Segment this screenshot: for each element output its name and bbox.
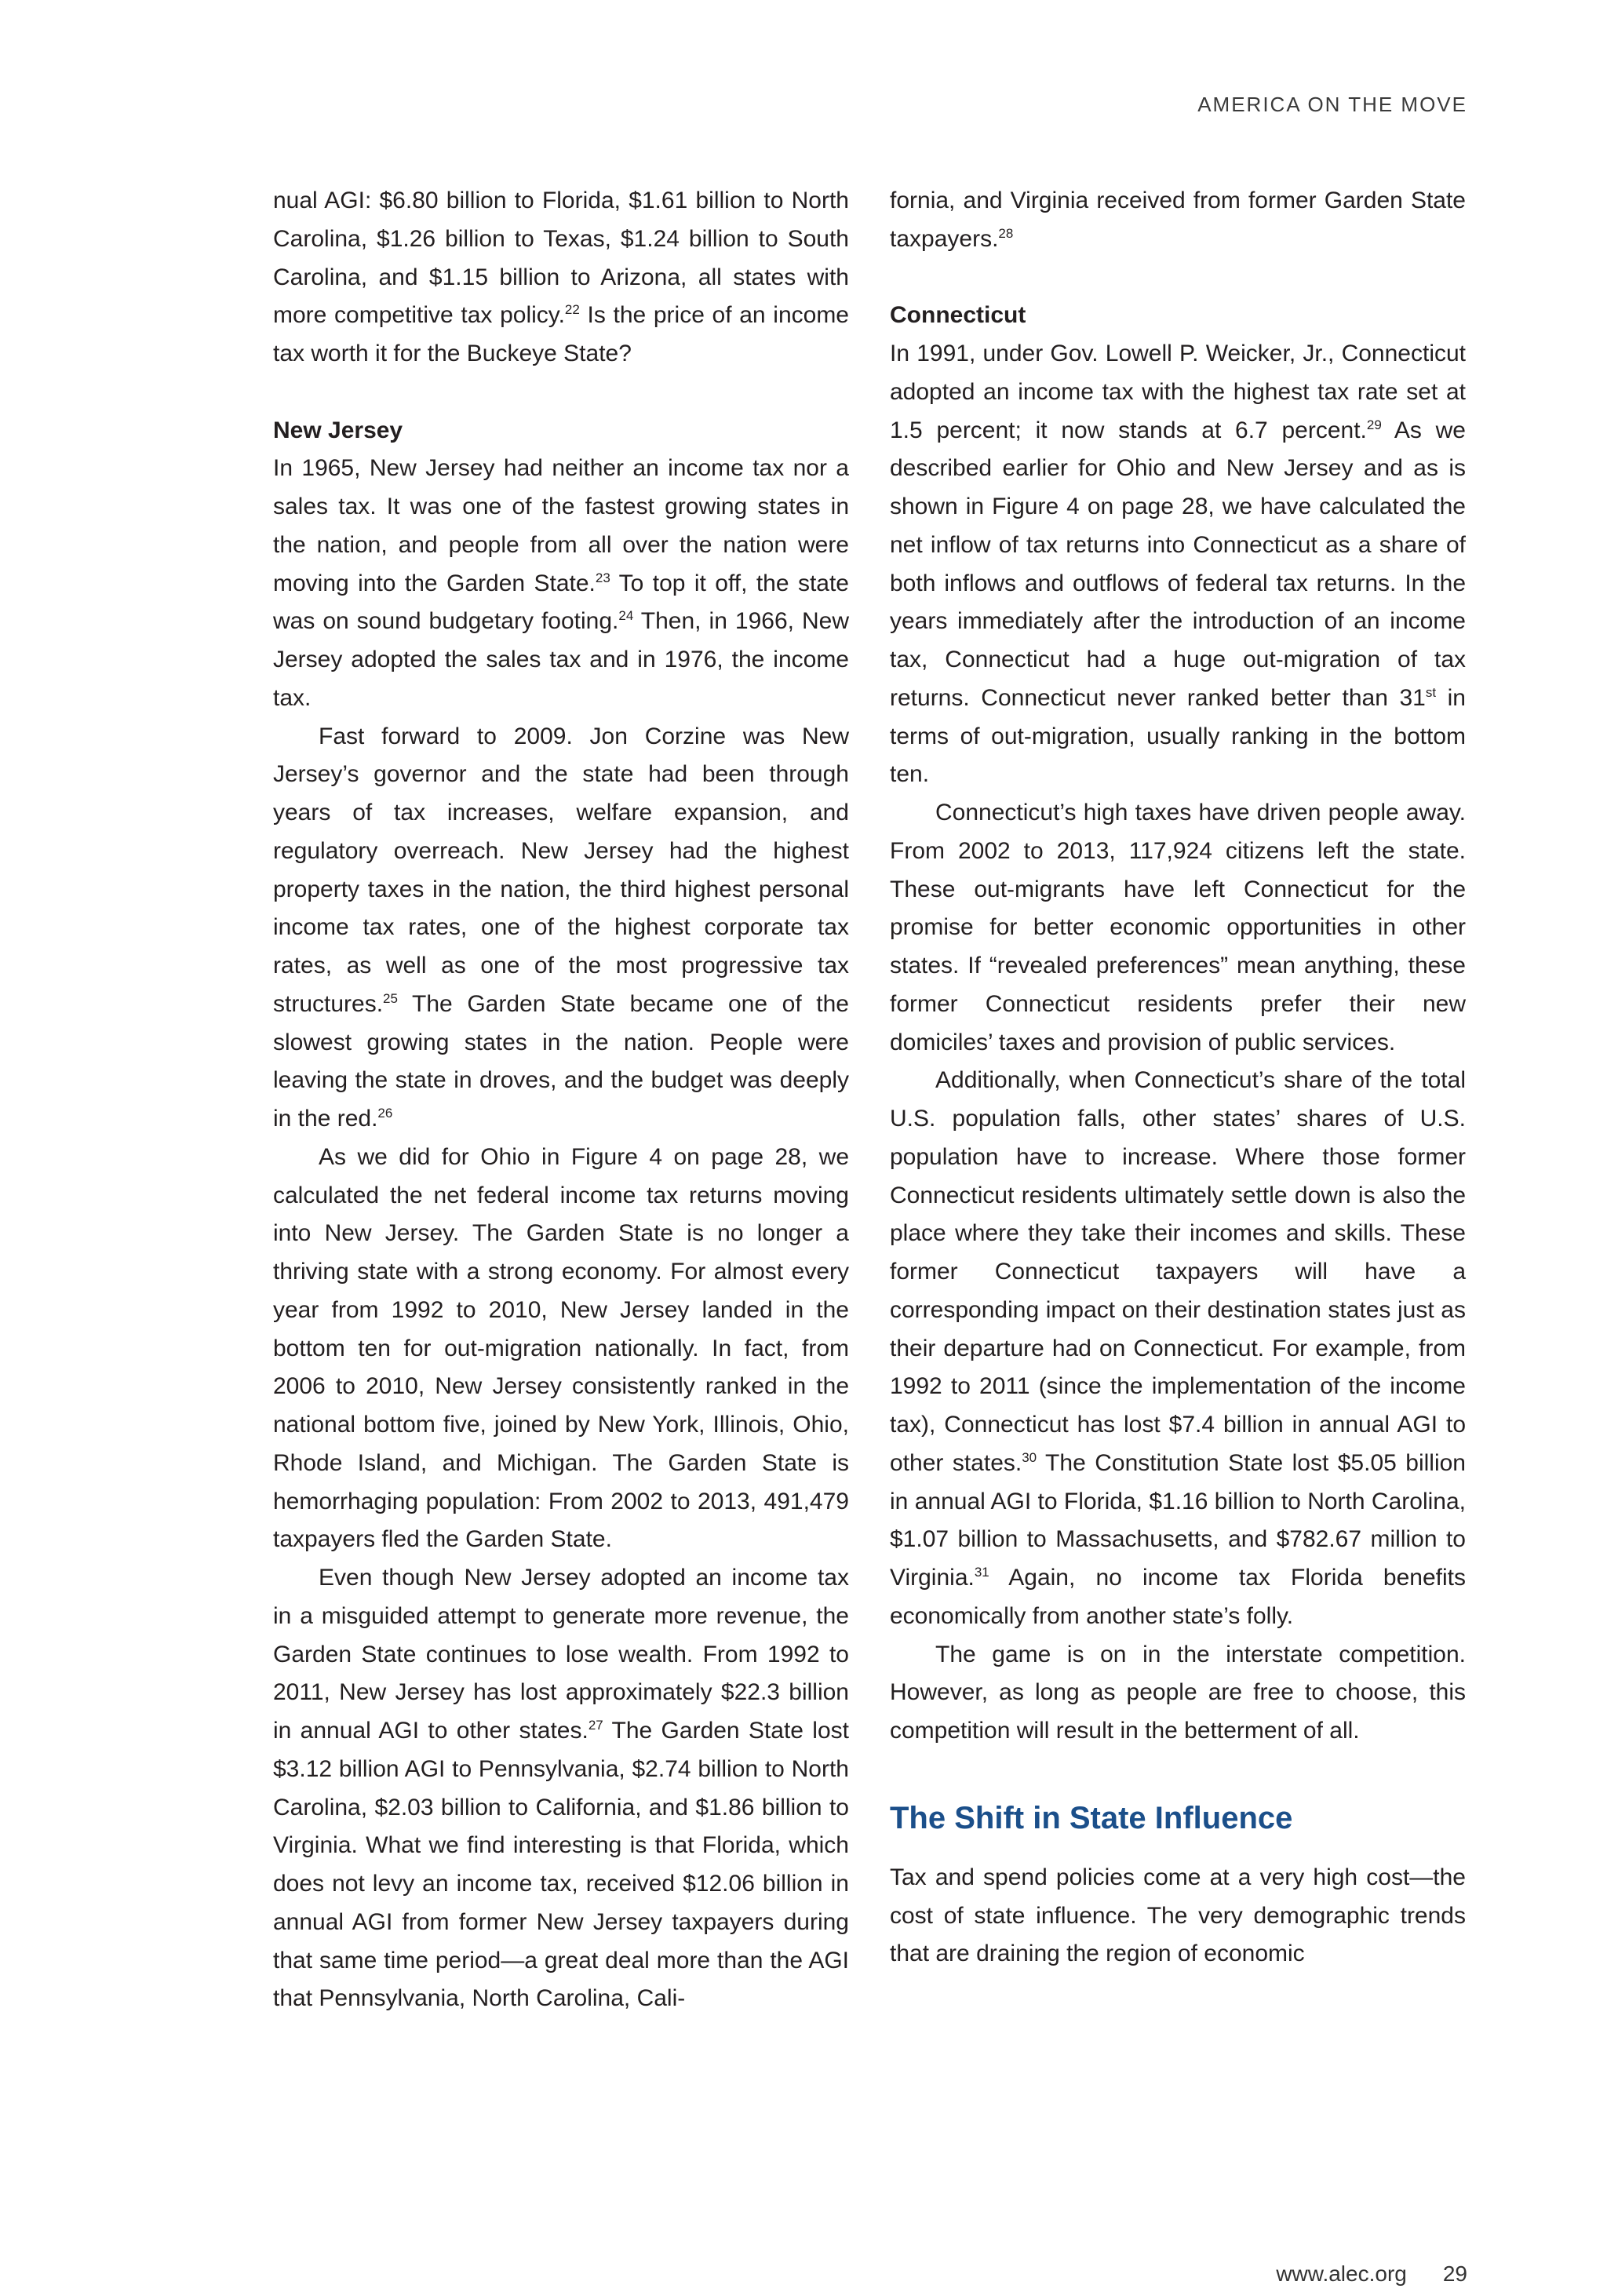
paragraph-nj-corzine: Fast forward to 2009. Jon Corzine was New Jersey’s governor and the state had been through years of tax increases, welfare expansion, and regulatory overreach. New Jersey had the highest property taxes in the nation, the third highest personal income tax rates, one of the highest corporate tax rates, as well as one of the most progressive tax structures.$^{25}$ The Garden State became one of the slowest growing states in the nation. People were leaving the state in droves, and the budget was deeply in the red.$^{26}$ <box>273 723 849 1132</box>
footnote-ref-25[interactable]: 25 <box>383 990 398 1006</box>
paragraph-ct-taxes: Connecticut’s high taxes have driven people away. From 2002 to 2013, 117,924 citizens left the state. These out-migrants have left Connecticut for the promise for better economic opportunities in other states. If “revealed preferences” mean anything, these former Connecticut residents prefer their new domiciles’ taxes and provision of public services. <box>890 800 1466 1055</box>
paragraph-nj-wealth: Even though New Jersey adopted an income tax in a misguided attempt to generate more revenue, the Garden State continues to lose wealth. From 1992 to 2011, New Jersey has lost approximately $22.3 billion in annual AGI to other states.$^{27}$ The Garden State lost $3.12 billion AGI to Pennsylvania, $2.74 billion to North Carolina, $2.03 billion to California, and $1.86 billion to Virginia. What we find interesting is that Florida, which does not levy an income tax, received $12.06 billion in annual AGI from former New Jersey taxpayers during that same time period—a great deal more than the AGI that Pennsylvania, North Carolina, Cali- <box>273 1565 849 2012</box>
left-column <box>273 182 849 2018</box>
right-column <box>890 182 1466 1973</box>
page-number: 29 <box>1442 2261 1467 2286</box>
footnote-ref-29[interactable]: 29 <box>1366 417 1382 432</box>
heading-connecticut: Connecticut <box>890 302 1026 329</box>
running-header: AMERICA ON THE MOVE <box>1197 93 1467 116</box>
paragraph-state-influence: Tax and spend policies come at a very high cost—the cost of state influence. The very demographic trends that are draining the region of economic <box>890 1864 1466 1967</box>
paragraph-ohio-continuation: nual AGI: $6.80 billion to Florida, $1.61 billion to North Carolina, $1.26 billion to Texas, $1.24 billion to South Carolina, and $1.15 billion to Arizona, all states with more competitive tax policy.$^{22}$ Is the price of an income tax worth it for the Buckeye State? <box>273 188 849 366</box>
ordinal-suffix: st <box>1425 684 1437 700</box>
footnote-ref-26[interactable]: 26 <box>377 1106 393 1121</box>
footnote-ref-28[interactable]: 28 <box>998 225 1014 241</box>
paragraph-nj-continuation: fornia, and Virginia received from former Garden State taxpayers.$^{28}$ <box>890 188 1466 252</box>
footnote-ref-30[interactable]: 30 <box>1022 1449 1037 1465</box>
footer-url[interactable]: www.alec.org <box>1276 2261 1407 2286</box>
paragraph-ct-competition: The game is on in the interstate competition. However, as long as people are free to choose, this competition will result in the betterment of all. <box>890 1641 1466 1744</box>
paragraph-nj-migration: As we did for Ohio in Figure 4 on page 28, we calculated the net federal income tax returns moving into New Jersey. The Garden State is no longer a thriving state with a strong economy. For almost every year from 1992 to 2010, New Jersey landed in the bottom ten for out-migration nationally. In fact, from 2006 to 2010, New Jersey consistently ranked in the national bottom five, joined by New York, Illinois, Ohio, Rhode Island, and Michigan. The Garden State is hemorrhaging population: From 2002 to 2013, 491,479 taxpayers fled the Garden State. <box>273 1143 849 1553</box>
paragraph-ct-history: In 1991, under Gov. Lowell P. Weicker, Jr., Connecticut adopted an income tax with the highest tax rate set at 1.5 percent; it now stands at 6.7 percent.$^{29}$ As we described earlier for Ohio and New Jersey and as is shown in Figure 4 on page 28, we have calculated the net inflow of tax returns into Connecticut as a share of both inflows and outflows of federal tax returns. In the years immediately after the introduction of an income tax, Connecticut had a huge out-migration of tax returns. Connecticut never ranked better than 31st in terms of out-migration, usually ranking in the bottom ten. <box>890 341 1466 788</box>
footnote-ref-27[interactable]: 27 <box>588 1718 603 1733</box>
footnote-ref-31[interactable]: 31 <box>974 1565 989 1580</box>
paragraph-nj-history: In 1965, New Jersey had neither an income tax nor a sales tax. It was one of the fastest growing states in the nation, and people from all over the nation were moving into the Garden State.$^{23}$ To top it off, the state was on sound budgetary footing.$^{24}$ Then, in 1966, New Jersey adopted the sales tax and in 1976, the income tax. <box>273 455 850 711</box>
page-footer <box>1276 2261 1467 2287</box>
footnote-ref-24[interactable]: 24 <box>618 608 634 624</box>
heading-new-jersey: New Jersey <box>273 417 403 443</box>
section-heading-state-influence: The Shift in State Influence <box>890 1800 1293 1835</box>
paragraph-ct-population: Additionally, when Connecticut’s share of the total U.S. population falls, other states’ shares of U.S. population have to increase. Where those former Connecticut residents ultimately settle down is also the place where they take their incomes and skills. These former Connecticut taxpayers will have a corresponding impact on their destination states just as their departure had on Connecticut. For example, from 1992 to 2011 (since the implementation of the income tax), Connecticut has lost $7.4 billion in annual AGI to other states.$^{30}$ The Constitution State lost $5.05 billion in annual AGI to Florida, $1.16 billion to North Carolina, $1.07 billion to Massachusetts, and $782.67 million to Virginia.$^{31}$ Again, no income tax Florida benefits economically from another state’s folly. <box>890 1067 1466 1629</box>
footnote-ref-22[interactable]: 22 <box>564 302 580 318</box>
footnote-ref-23[interactable]: 23 <box>595 570 610 585</box>
